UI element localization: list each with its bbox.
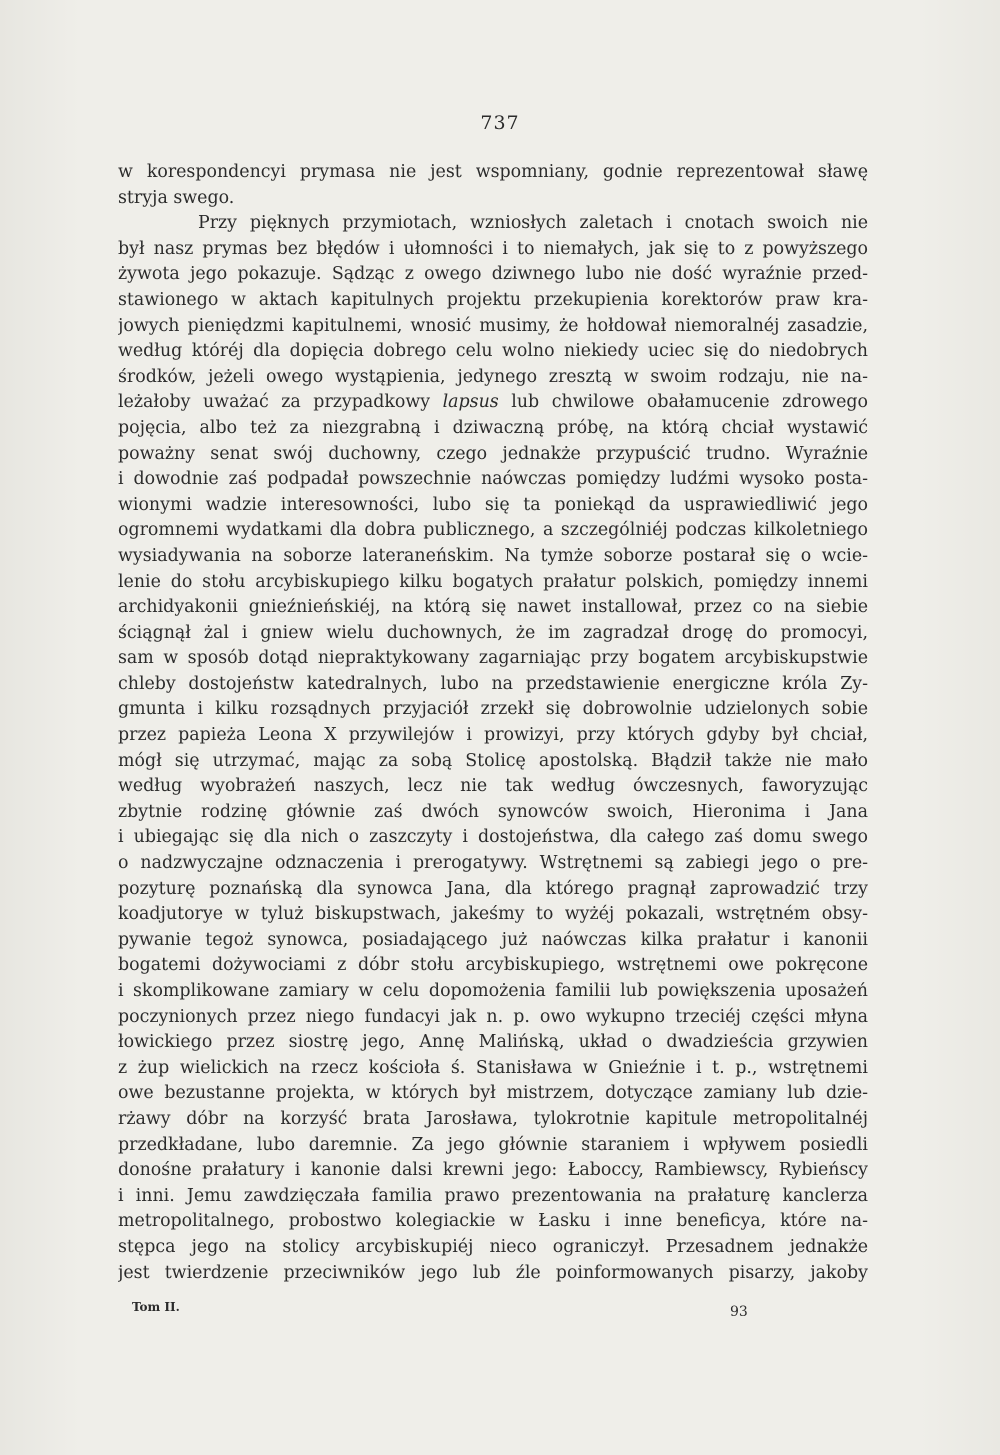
- text-line: sam w sposób dotąd niepraktykowany zagarniając przy bogatem arcybiskupstwie: [118, 648, 868, 669]
- text-line: poważny senat swój duchowny, czego jednakże przypuścić trudno. Wyraźnie: [118, 443, 868, 464]
- text-line: pojęcia, albo też za niezgrabną i dziwaczną próbę, na którą chciał wystawić: [118, 417, 868, 438]
- text-line: łowickiego przez siostrę jego, Annę Malińską, układ o dwadzieścia grzywien: [118, 1032, 868, 1053]
- text-line: poczynionych przez niego fundacyi jak n. p. owo wykupno trzeciéj części młyna: [118, 1006, 868, 1027]
- text-line: Przy pięknych przymiotach, wzniosłych zaletach i cnotach swoich nie: [198, 213, 868, 234]
- body-text: [118, 160, 868, 1286]
- text-line: i ubiegając się dla nich o zaszczyty i dostojeństwa, dla całego zaś domu swego: [118, 827, 868, 848]
- text-line: żywota jego pokazuje. Sądząc z owego dziwnego lubo nie dość wyraźnie przed-: [118, 264, 868, 285]
- text-line: przedkładane, lubo daremnie. Za jego głównie staraniem i wpływem posiedli: [118, 1134, 868, 1155]
- text-line: archidyakonii gnieźnieńskiéj, na którą się nawet installował, przez co na siebie: [118, 597, 868, 618]
- page-number: 737: [480, 112, 520, 134]
- text-line: zbytnie rodzinę głównie zaś dwóch synowców swoich, Hieronima i Jana: [118, 801, 868, 822]
- text-line: rżawy dóbr na korzyść brata Jarosława, tylokrotnie kapitule metropolitalnéj: [118, 1108, 868, 1129]
- text-line: stępca jego na stolicy arcybiskupiéj nieco ograniczył. Przesadnem jednakże: [118, 1236, 868, 1257]
- text-line: ściągnął żal i gniew wielu duchownych, że im zagradzał drogę do promocyi,: [118, 622, 868, 643]
- text-line: stryja swego.: [118, 187, 235, 208]
- text-line: jest twierdzenie przeciwników jego lub źle poinformowanych pisarzy, jakoby: [118, 1262, 868, 1283]
- text-line: wysiadywania na soborze lateraneńskim. Na tymże soborze postarał się o wcie-: [118, 545, 868, 566]
- text-line: mógł się utrzymać, mając za sobą Stolicę apostolską. Błądził także nie mało: [118, 750, 868, 771]
- text-line: chleby dostojeństw katedralnych, lubo na przedstawienie energiczne króla Zy-: [118, 673, 868, 694]
- text-line: wionymi wadzie interesowności, lubo się ta poniekąd da usprawiedliwić jego: [118, 494, 868, 515]
- text-line: z żup wielickich na rzecz kościoła ś. Stanisława w Gnieźnie i t. p., wstrętnemi: [118, 1057, 868, 1078]
- text-line: lenie do stołu arcybiskupiego kilku bogatych prałatur polskich, pomiędzy innemi: [118, 571, 868, 592]
- text-line: o nadzwyczajne odznaczenia i prerogatywy. Wstrętnemi są zabiegi jego o pre-: [118, 853, 868, 874]
- text-line: owe bezustanne projekta, w których był mistrzem, dotyczące zamiany lub dzie-: [118, 1083, 868, 1104]
- text-line: pozyturę poznańską dla synowca Jana, dla którego pragnął zaprowadzić trzy: [118, 878, 868, 899]
- text-line: pywanie tegoż synowca, posiadającego już naówczas kilka prałatur i kanonii: [118, 929, 868, 950]
- text-line: według któréj dla dopięcia dobrego celu wolno niekiedy uciec się do niedobrych: [118, 341, 868, 362]
- text-line: gmunta i kilku rozsądnych przyjaciół zrzekł się dobrowolnie udzielonych sobie: [118, 699, 868, 720]
- text-line: środków, jeżeli owego wystąpienia, jedynego zresztą w swoim rodzaju, nie na-: [118, 366, 868, 387]
- text-line: przez papieża Leona X przywilejów i prowizyi, przy których gdyby był chciał,: [118, 725, 868, 746]
- text-line: był nasz prymas bez błędów i ułomności i to niemałych, jak się to z powyższego: [118, 238, 868, 259]
- page-footer: [118, 1300, 868, 1324]
- italic-term: lapsus: [442, 392, 499, 413]
- text-line: bogatemi dożywociami z dóbr stołu arcybiskupiego, wstrętnemi owe pokręcone: [118, 955, 868, 976]
- text-line: koadjutorye w tyluż biskupstwach, jakeśmy to wyżéj pokazali, wstrętném obsy-: [118, 904, 868, 925]
- text-line: leżałoby uważać za przypadkowy lapsus lub chwilowe obałamucenie zdrowego: [118, 392, 868, 413]
- text-line: metropolitalnego, probostwo kolegiackie w Łasku i inne beneficya, które na-: [118, 1211, 868, 1232]
- text-line: jowych pieniędzmi kapitulnemi, wnosić musimy, że hołdował niemoralnéj zasadzie,: [118, 315, 868, 336]
- text-line: i dowodnie zaś podpadał powszechnie naówczas pomiędzy ludźmi wysoko posta-: [118, 469, 868, 490]
- text-line: ogromnemi wydatkami dla dobra publicznego, a szczególniéj podczas kilkoletniego: [118, 520, 868, 541]
- text-line: stawionego w aktach kapitulnych projektu przekupienia korektorów praw kra-: [118, 289, 868, 310]
- volume-label: Tom II.: [132, 1300, 180, 1314]
- text-line: w korespondencyi prymasa nie jest wspomniany, godnie reprezentował sławę: [118, 162, 868, 182]
- text-line: i skomplikowane zamiary w celu dopomożenia familii lub powiększenia uposażeń: [118, 981, 868, 1001]
- text-line: donośne prałatury i kanonie dalsi krewni jego: Łaboccy, Rambiewscy, Rybieńscy: [118, 1160, 868, 1181]
- text-line: według wyobrażeń naszych, lecz nie tak według ówczesnych, faworyzując: [118, 776, 868, 797]
- text-line: i inni. Jemu zawdzięczała familia prawo prezentowania na prałaturę kanclerza: [118, 1185, 868, 1206]
- sheet-number: 93: [730, 1304, 748, 1320]
